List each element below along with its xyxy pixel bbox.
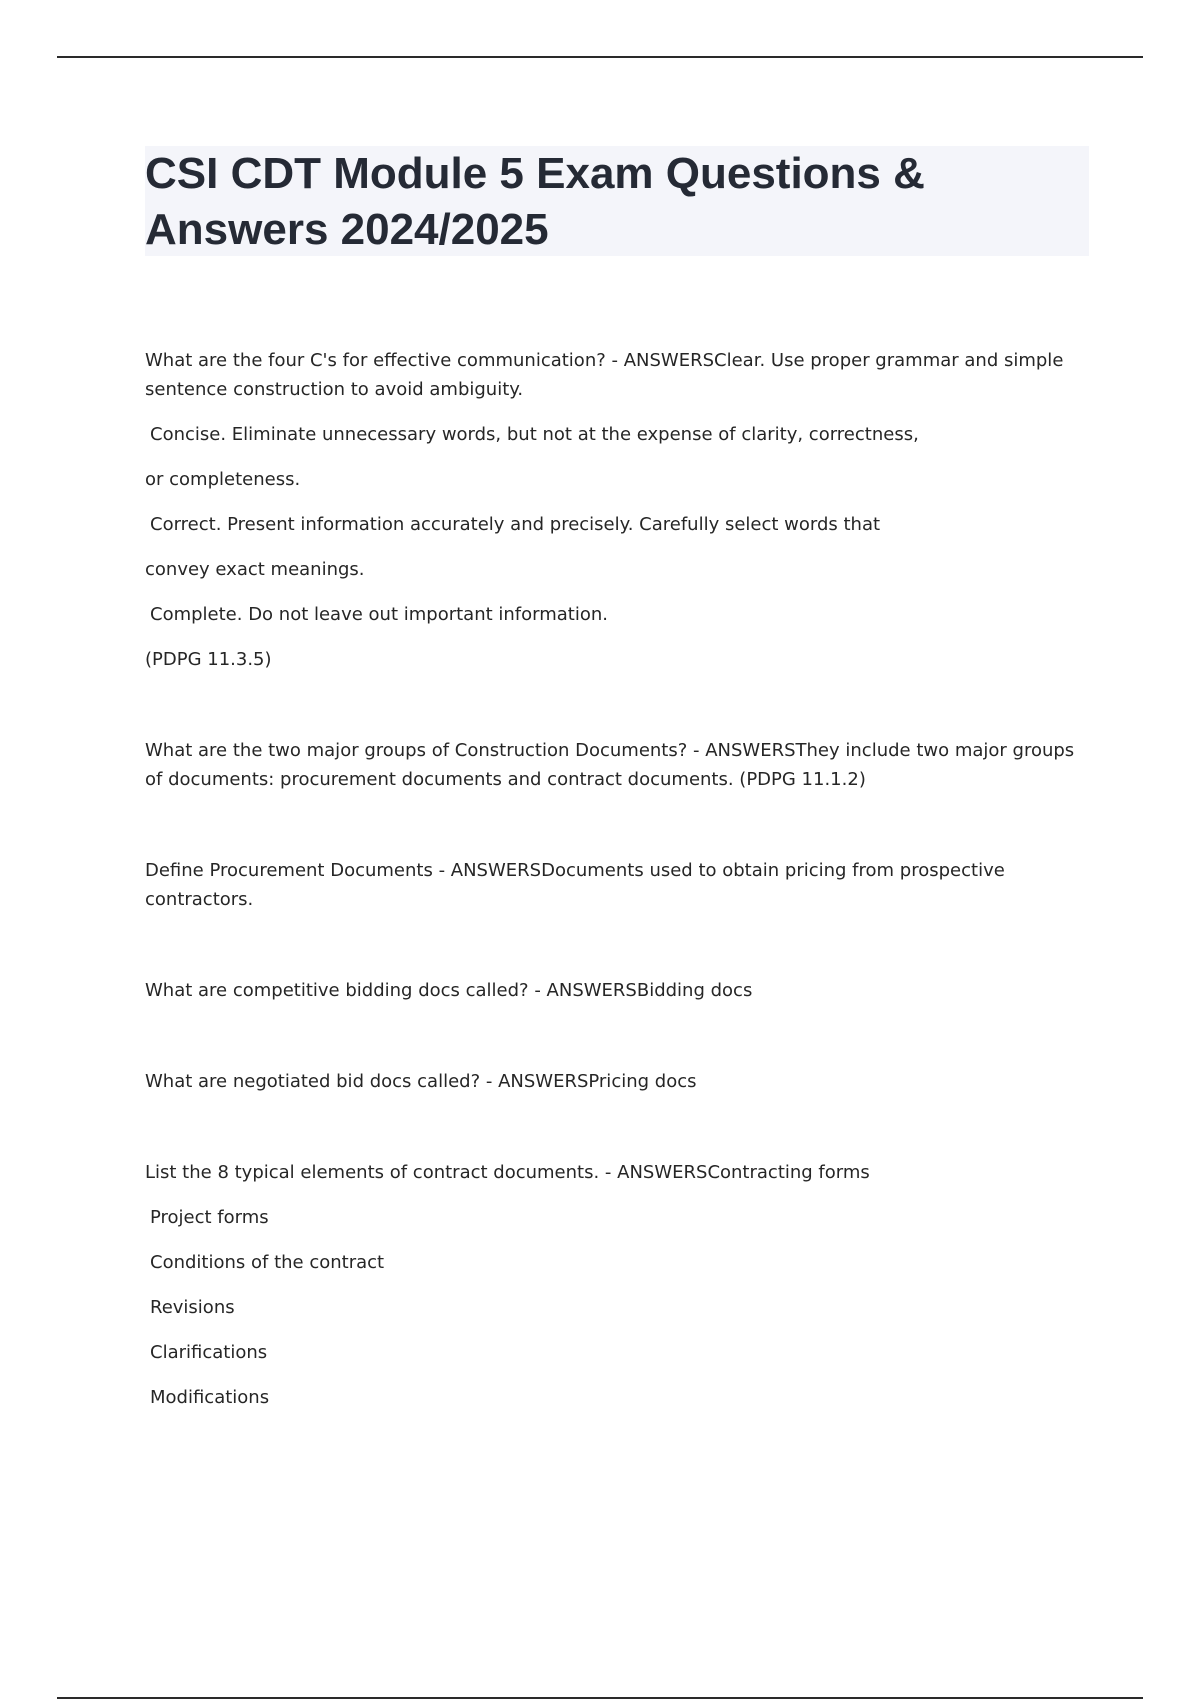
document-body bbox=[145, 346, 1090, 1412]
qa-text: Complete. Do not leave out important information. bbox=[150, 604, 608, 625]
qa-text: Correct. Present information accurately and precisely. Carefully select words that bbox=[150, 514, 881, 535]
qa-text: What are the two major groups of Construction Documents? - ANSWERSThey include two major groups of documents: procurement documents and contract documents. (PDPG 11.1.2) bbox=[145, 740, 1075, 790]
qa-text: Modifications bbox=[150, 1387, 270, 1408]
qa-text: List the 8 typical elements of contract documents. - ANSWERSContracting forms bbox=[145, 1162, 870, 1183]
qa-text: What are competitive bidding docs called? - ANSWERSBidding docs bbox=[145, 980, 753, 1001]
qa-text: convey exact meanings. bbox=[145, 559, 365, 580]
qa-item-construction-documents bbox=[145, 736, 1090, 794]
qa-text: Define Procurement Documents - ANSWERSDocuments used to obtain pricing from prospective contractors. bbox=[145, 860, 1005, 910]
qa-item-procurement-documents bbox=[145, 856, 1090, 914]
qa-text: (PDPG 11.3.5) bbox=[145, 649, 272, 670]
qa-text: or completeness. bbox=[145, 469, 301, 490]
qa-text: Revisions bbox=[150, 1297, 235, 1318]
qa-item-contract-elements bbox=[145, 1158, 1090, 1412]
top-rule bbox=[57, 56, 1143, 58]
bottom-rule bbox=[57, 1697, 1143, 1699]
document-title: CSI CDT Module 5 Exam Questions & Answers 2024/2025 bbox=[145, 149, 925, 254]
qa-text: What are the four C's for effective communication? - ANSWERSClear. Use proper grammar and simple sentence construction to avoid ambiguity. bbox=[145, 350, 1064, 400]
qa-text: Project forms bbox=[150, 1207, 269, 1228]
qa-text: Conditions of the contract bbox=[150, 1252, 385, 1273]
qa-item-competitive-bidding bbox=[145, 976, 1090, 1005]
qa-text: Clarifications bbox=[150, 1342, 268, 1363]
qa-text: What are negotiated bid docs called? - ANSWERSPricing docs bbox=[145, 1071, 697, 1092]
title-block bbox=[145, 146, 1089, 256]
qa-item-four-cs bbox=[145, 346, 1090, 674]
qa-text: Concise. Eliminate unnecessary words, but not at the expense of clarity, correctness, bbox=[150, 424, 919, 445]
qa-item-negotiated-bid bbox=[145, 1067, 1090, 1096]
